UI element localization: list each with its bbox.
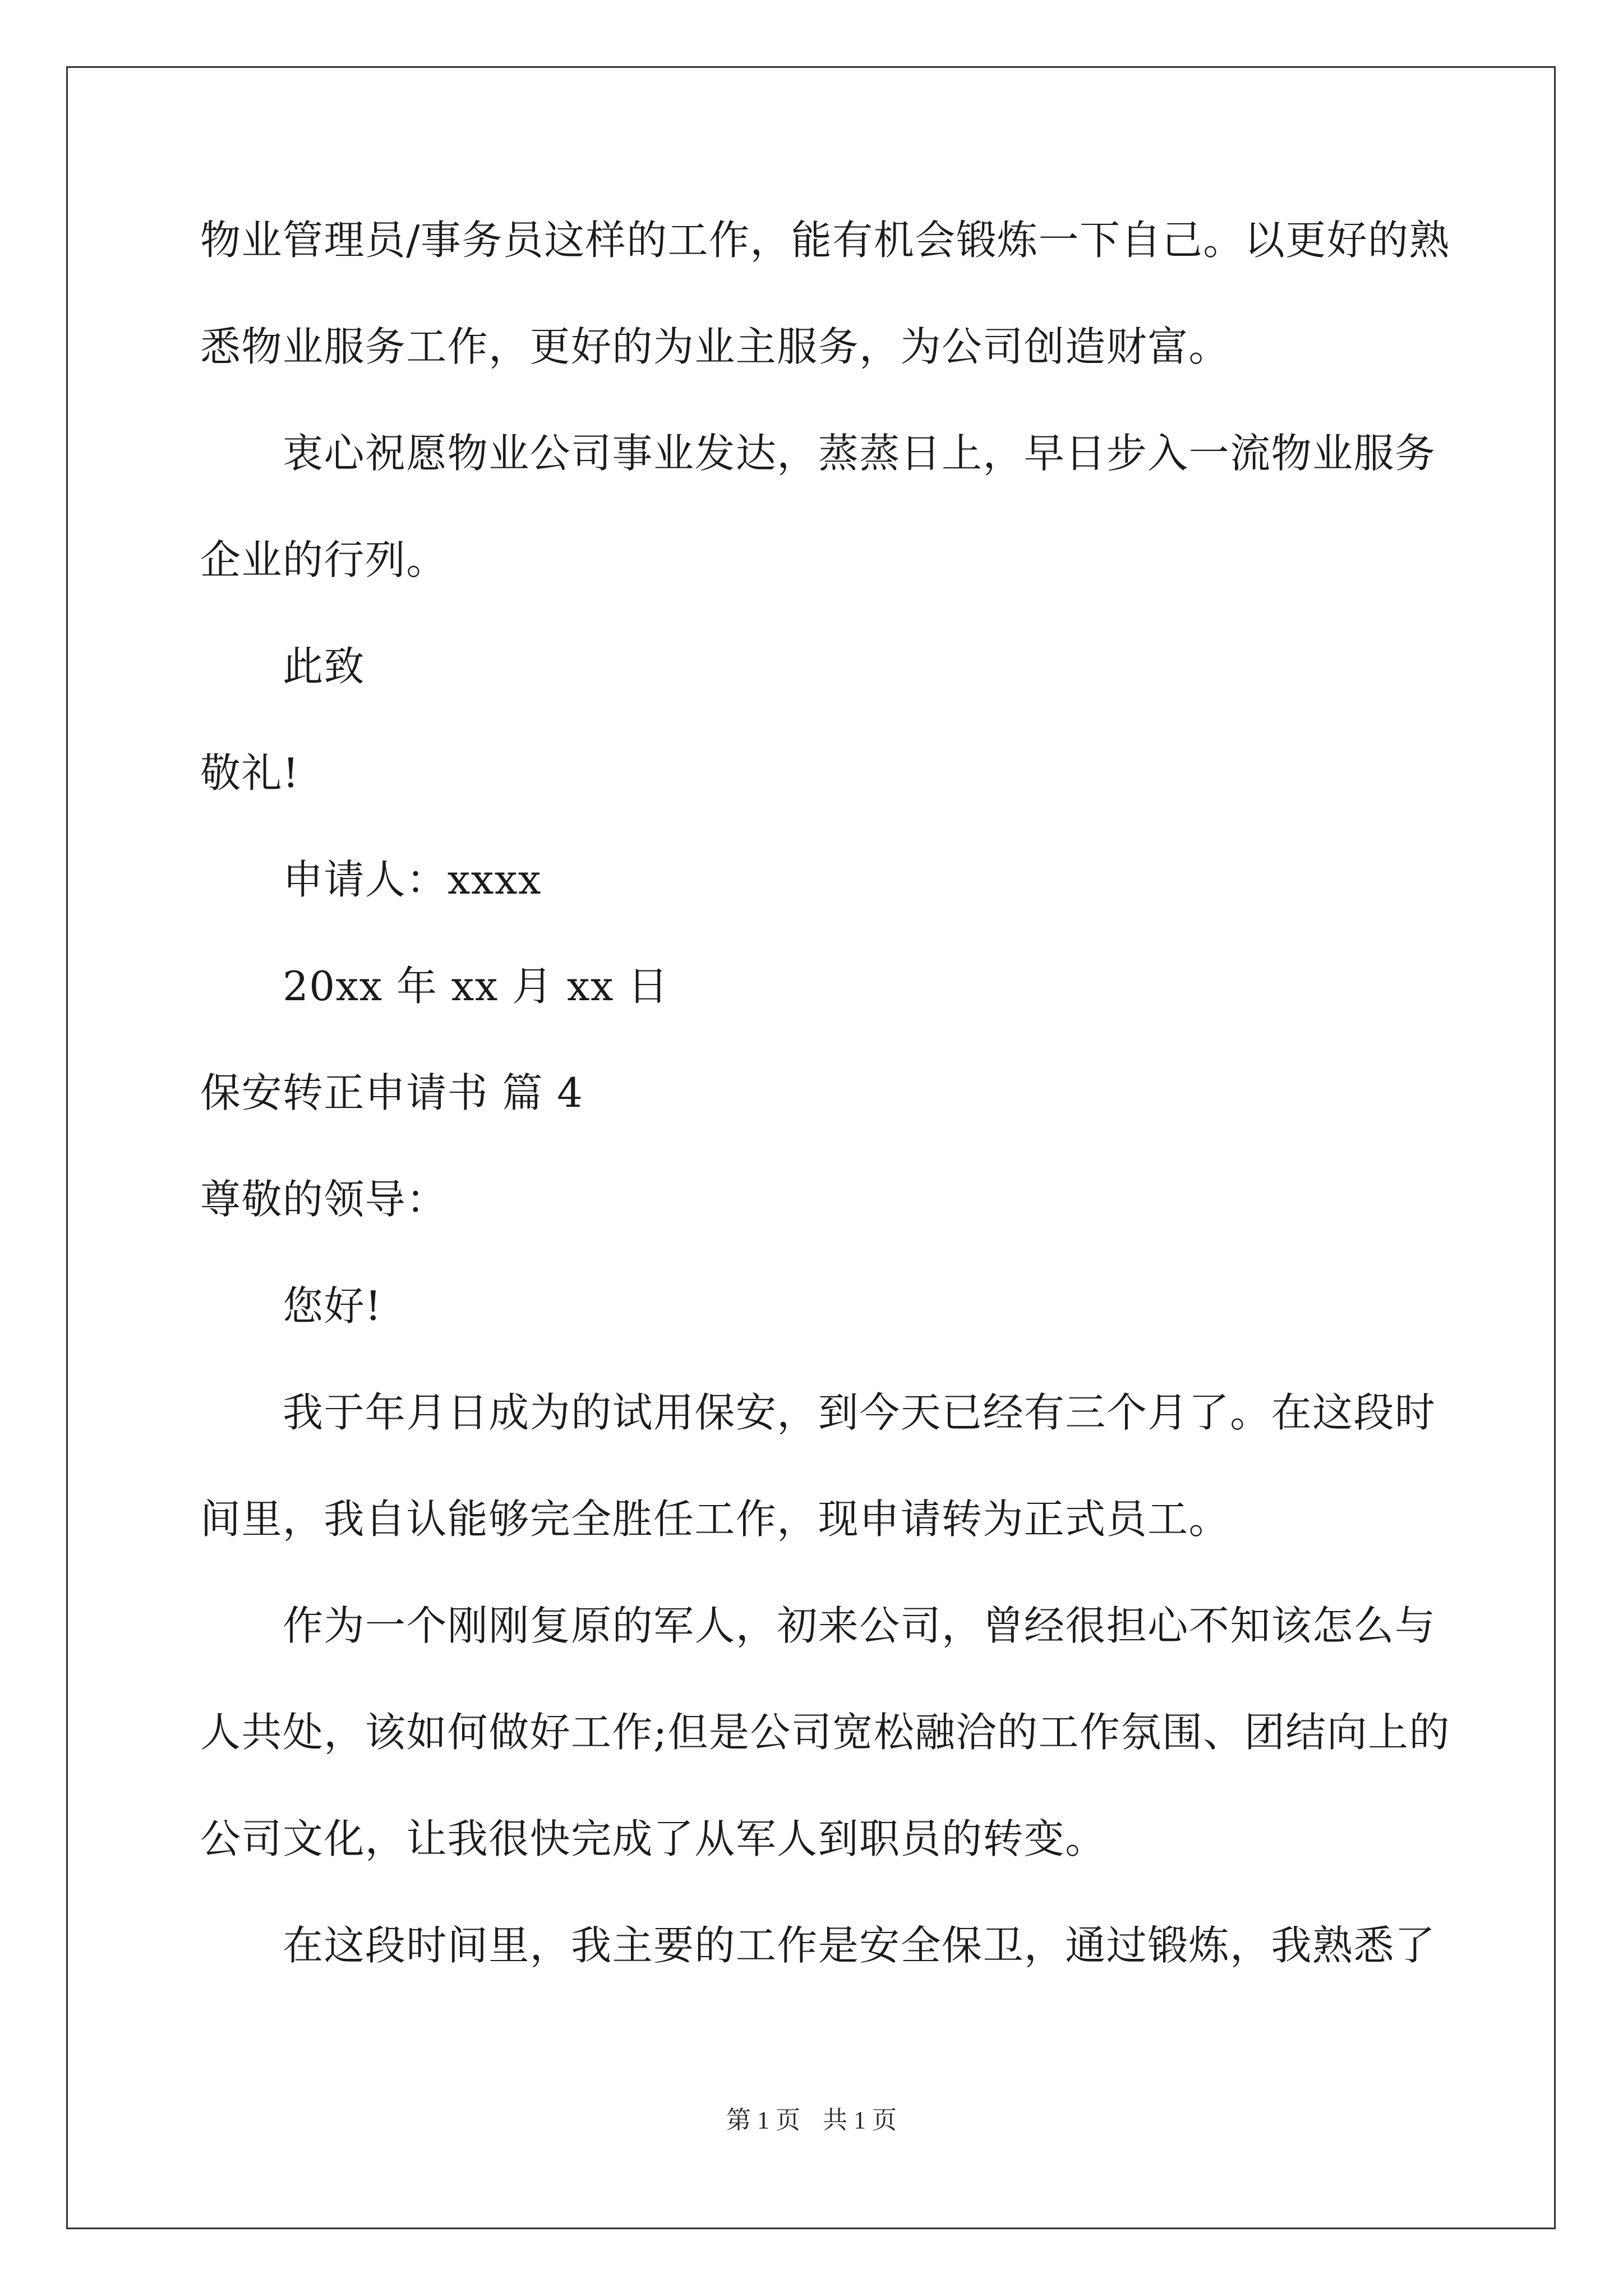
text-line-17: 在这段时间里，我主要的工作是安全保卫，通过锻炼，我熟悉了 — [283, 1922, 1436, 1969]
closing-salutation: 此致 — [283, 643, 365, 690]
text-line-15: 人共处，该如何做好工作;但是公司宽松融洽的工作氛围、团结向上的 — [200, 1709, 1450, 1756]
text-line-12: 我于年月日成为的试用保安，到今天已经有三个月了。在这段时 — [283, 1389, 1436, 1436]
text-line-16: 公司文化，让我很快完成了从军人到职员的转变。 — [200, 1815, 1106, 1862]
text-line-14: 作为一个刚刚复原的军人，初来公司，曾经很担心不知该怎么与 — [283, 1602, 1436, 1649]
document-body — [200, 213, 1450, 2025]
letter-hello: 您好! — [283, 1282, 382, 1329]
page-total: 共 1 页 — [823, 2106, 897, 2134]
section-title: 保安转正申请书 篇 4 — [200, 1069, 584, 1116]
closing-respect: 敬礼! — [200, 749, 300, 797]
applicant-signature: 申请人：xxxx — [283, 856, 542, 903]
text-line-3: 衷心祝愿物业公司事业发达，蒸蒸日上，早日步入一流物业服务 — [283, 430, 1436, 477]
letter-greeting: 尊敬的领导： — [200, 1176, 448, 1223]
page-footer — [0, 2104, 1623, 2137]
text-line-2: 悉物业服务工作，更好的为业主服务，为公司创造财富。 — [200, 323, 1230, 370]
page-number: 第 1 页 — [726, 2106, 800, 2134]
application-date: 20xx 年 xx 月 xx 日 — [283, 963, 669, 1010]
text-line-1: 物业管理员/事务员这样的工作，能有机会锻炼一下自己。以更好的熟 — [200, 217, 1450, 264]
text-line-4: 企业的行列。 — [200, 536, 448, 583]
text-line-13: 间里，我自认能够完全胜任工作，现申请转为正式员工。 — [200, 1496, 1230, 1543]
